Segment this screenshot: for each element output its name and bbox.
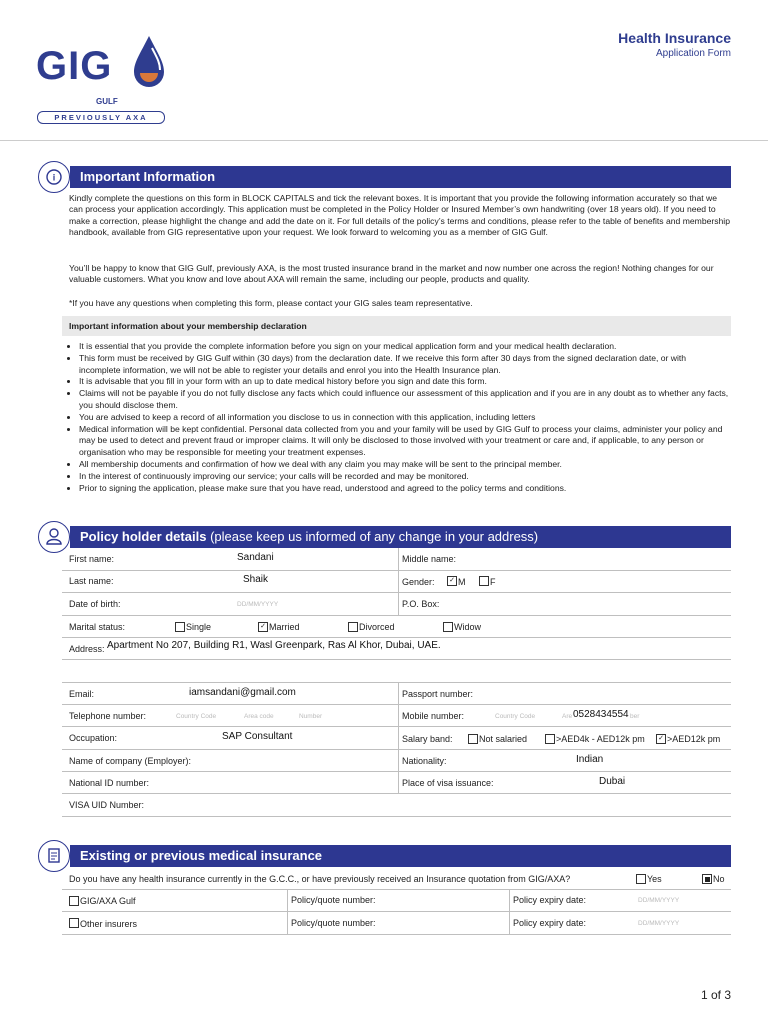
form-title: Health Insurance: [618, 30, 731, 46]
form-row: [62, 771, 731, 794]
email-field[interactable]: iamsandani@gmail.com: [189, 687, 296, 698]
marital-single-label: Single: [186, 622, 212, 632]
expiry-date-field[interactable]: DD/MM/YYYY: [638, 897, 680, 904]
list-item: • It is essential that you provide the complete information before you sign on your medical application form and your medical health declaration.: [79, 341, 730, 353]
mobile-label: Mobile number:: [402, 711, 465, 721]
gig-axa-label: GIG/AXA Gulf: [80, 896, 136, 906]
marital-divorced-checkbox[interactable]: [348, 622, 358, 632]
salary-12k-plus-label: >AED12k pm: [667, 734, 721, 744]
company-logo: GIG: [36, 44, 113, 88]
other-insurers-checkbox[interactable]: [69, 918, 79, 928]
visa-place-label: Place of visa issuance:: [402, 778, 494, 788]
column-divider: [509, 889, 510, 934]
marital-label: Marital status:: [69, 622, 126, 632]
form-row: [62, 682, 731, 705]
previously-axa-badge: PREVIOUSLY AXA: [37, 111, 165, 124]
form-row: [62, 911, 731, 935]
marital-married-label: Married: [269, 622, 300, 632]
declaration-list: [62, 341, 730, 494]
header-divider: [0, 140, 768, 141]
dob-field[interactable]: DD/MM/YYYY: [237, 601, 279, 608]
mobile-number-field[interactable]: 0528434554: [573, 709, 629, 720]
list-item: • All membership documents and confirmation of how we deal with any claim you may make will be sent to the principal member.: [79, 459, 730, 471]
telephone-area-code-field[interactable]: Area code: [244, 713, 274, 720]
mobile-area-code-field[interactable]: Are: [562, 713, 573, 720]
gender-f-label: F: [490, 577, 496, 587]
passport-label: Passport number:: [402, 689, 474, 699]
form-row: [62, 793, 731, 817]
existing-insurance-question: Do you have any health insurance currently in the G.C.C., or have previously received an Insurance quotation from GIG/AXA?: [69, 874, 571, 884]
list-item: • Prior to signing the application, please make sure that you have read, understood and agreed to the policy terms and conditions.: [79, 483, 730, 495]
marital-divorced-label: Divorced: [359, 622, 395, 632]
mobile-country-code-field[interactable]: Country Code: [495, 713, 536, 720]
address-field[interactable]: Apartment No 207, Building R1, Wasl Greenpark, Ras Al Khor, Dubai, UAE.: [107, 640, 441, 651]
expiry-label: Policy expiry date:: [513, 895, 587, 905]
page-number: 1 of 3: [700, 988, 731, 1002]
column-divider: [398, 548, 399, 615]
salary-not-salaried-label: Not salaried: [479, 734, 528, 744]
gender-label: Gender:: [402, 577, 435, 587]
form-row: [62, 570, 731, 593]
telephone-label: Telephone number:: [69, 711, 147, 721]
list-item: • In the interest of continuously improving our service; your calls will be recorded and may be monitored.: [79, 471, 730, 483]
declaration-subheading: Important information about your membership declaration: [62, 316, 731, 336]
visa-uid-label: VISA UID Number:: [69, 800, 145, 810]
salary-4k-12k-checkbox[interactable]: [545, 734, 555, 744]
important-info-heading: Important Information: [70, 166, 731, 188]
company-label: Name of company (Employer):: [69, 756, 192, 766]
logo-gulf-text: GULF: [96, 97, 118, 106]
existing-yes-label: Yes: [647, 874, 662, 884]
gender-f-checkbox[interactable]: [479, 576, 489, 586]
nationality-label: Nationality:: [402, 756, 447, 766]
occupation-label: Occupation:: [69, 733, 118, 743]
nationality-field[interactable]: Indian: [576, 754, 604, 765]
form-row: [62, 889, 731, 912]
telephone-country-code-field[interactable]: Country Code: [176, 713, 217, 720]
salary-4k-12k-label: >AED4k - AED12k pm: [556, 734, 645, 744]
existing-no-label: No: [713, 874, 725, 884]
intro-paragraph: Kindly complete the questions on this form in BLOCK CAPITALS and tick the relevant boxes. It is important that you provide the following information accurately so that we can process your application accordingly. This application must be completed in the Policy Holder or Insured Member’s own handwriting (over 18 years old). If you need to make a correction, please highlight the change and add the date on it. For full details of the policy’s terms and conditions, please refer to the table of benefits and membership handbook, available from GIG representative upon your request. We look forward to welcoming you as a member of GIG Gulf.: [69, 193, 731, 238]
droplet-logo-icon: [130, 34, 168, 92]
column-divider: [398, 682, 399, 794]
axa-paragraph: You’ll be happy to know that GIG Gulf, previously AXA, is the most trusted insurance brand in the market and now number one across the region! Nothing changes for our valuable customers. What you know and love about AXA will remain the same, including our people, products and quality.: [69, 263, 714, 285]
marital-widow-label: Widow: [454, 622, 482, 632]
quote-number-label: Policy/quote number:: [291, 918, 376, 928]
gender-m-label: M: [458, 577, 466, 587]
dob-label: Date of birth:: [69, 599, 121, 609]
info-section-icon: [38, 161, 70, 193]
salary-12k-plus-checkbox[interactable]: ✓: [656, 734, 666, 744]
mobile-number-placeholder: ber: [630, 713, 640, 720]
pobox-label: P.O. Box:: [402, 599, 440, 609]
visa-place-field[interactable]: Dubai: [599, 776, 626, 787]
contact-note: *If you have any questions when completing this form, please contact your GIG sales team representative.: [69, 298, 473, 308]
form-row: [62, 592, 731, 616]
other-insurers-label: Other insurers: [80, 919, 138, 929]
first-name-label: First name:: [69, 554, 115, 564]
national-id-label: National ID number:: [69, 778, 150, 788]
list-item: • It is advisable that you fill in your form with an up to date medical history before you sign and date this form.: [79, 376, 730, 388]
list-item: • You are advised to keep a record of all information you disclose to us in connection with this application, including letters: [79, 412, 730, 424]
salary-not-salaried-checkbox[interactable]: [468, 734, 478, 744]
expiry-date-field[interactable]: DD/MM/YYYY: [638, 920, 680, 927]
policy-holder-heading: Policy holder details (please keep us informed of any change in your address): [70, 526, 731, 548]
telephone-number-field[interactable]: Number: [299, 713, 323, 720]
marital-single-checkbox[interactable]: [175, 622, 185, 632]
quote-number-label: Policy/quote number:: [291, 895, 376, 905]
last-name-field[interactable]: Shaik: [243, 574, 269, 585]
last-name-label: Last name:: [69, 576, 114, 586]
marital-widow-checkbox[interactable]: [443, 622, 453, 632]
occupation-field[interactable]: SAP Consultant: [222, 731, 293, 742]
svg-text:i: i: [52, 172, 56, 183]
address-label: Address:: [69, 644, 105, 654]
gig-axa-checkbox[interactable]: [69, 896, 79, 906]
list-item: • Claims will not be payable if you do not fully disclose any facts which could influence our assessment of this application and if you are in any doubt as to whether any facts, you should disclose them.: [79, 388, 730, 412]
existing-no-checkbox[interactable]: [702, 874, 712, 884]
existing-yes-checkbox[interactable]: [636, 874, 646, 884]
first-name-field[interactable]: Sandani: [237, 552, 274, 563]
middle-name-label: Middle name:: [402, 554, 457, 564]
gender-m-checkbox[interactable]: ✓: [447, 576, 457, 586]
form-row: [62, 615, 731, 638]
column-divider: [287, 889, 288, 934]
salary-label: Salary band:: [402, 734, 453, 744]
existing-insurance-heading: Existing or previous medical insurance: [70, 845, 731, 867]
form-row: [62, 659, 731, 683]
email-label: Email:: [69, 689, 95, 699]
form-row: [62, 548, 731, 571]
form-subtitle: Application Form: [655, 48, 731, 59]
expiry-label: Policy expiry date:: [513, 918, 587, 928]
marital-married-checkbox[interactable]: ✓: [258, 622, 268, 632]
list-item: • This form must be received by GIG Gulf within (30 days) from the declaration date. If we receive this form after 30 days from the signed declaration date, or with incomplete information, we will not be able to register your details and enrol you into the Health Insurance plan.: [79, 353, 730, 377]
list-item: • Medical information will be kept confidential. Personal data collected from you and your family will be used by GIG Gulf to process your claims, administer your policy and may be used to detect and prevent fraud or improper claims. It will only be disclosed to those involved with your treatment or care and, if applicable, to any person or organisation who may be responsible for meeting your treatment expenses.: [79, 424, 730, 459]
